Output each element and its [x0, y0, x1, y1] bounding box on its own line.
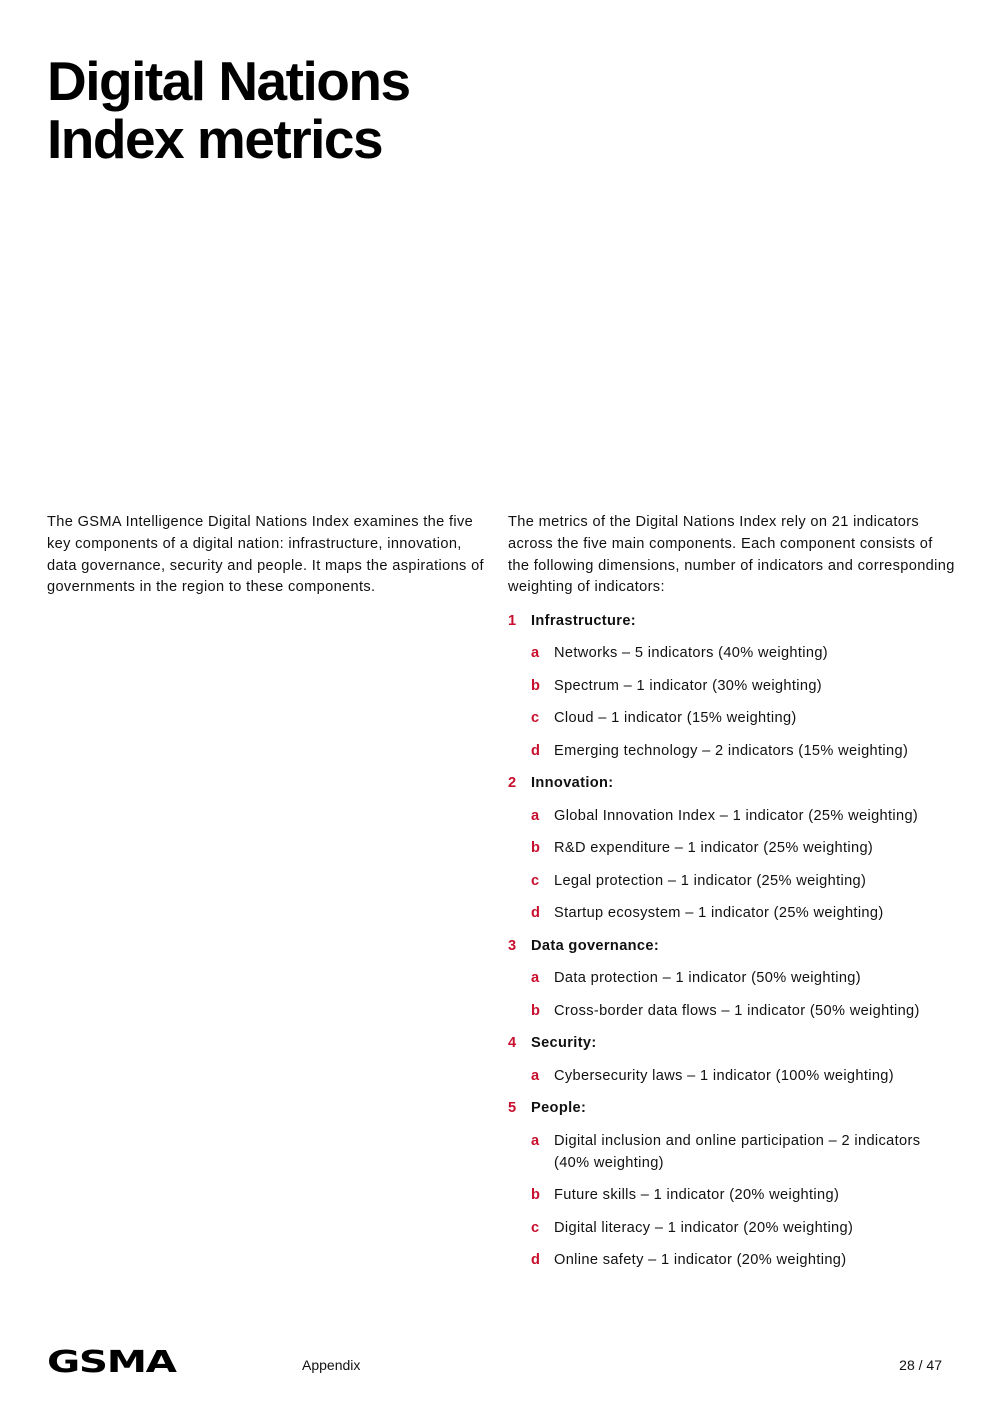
section-number: 3 [508, 937, 517, 954]
list-item [508, 642, 958, 664]
item-text: Cybersecurity laws – 1 indicator (100% weighting) [554, 1067, 894, 1084]
intro-paragraph: The GSMA Intelligence Digital Nations Index examines the five key components of a digital nation: infrastructure, innovation, data governance, security and people. It maps the aspirations of governments in the region to these components. [47, 514, 484, 596]
list-item [508, 740, 958, 762]
section-label: Data governance: [531, 937, 660, 954]
item-text: R&D expenditure – 1 indicator (25% weighting) [554, 840, 874, 857]
section-label: People: [531, 1100, 587, 1117]
title-line-1: Digital Nations [47, 50, 410, 112]
item-text: Spectrum – 1 indicator (30% weighting) [554, 677, 823, 694]
section-label: Infrastructure: [531, 612, 636, 629]
item-text: Data protection – 1 indicator (50% weighting) [554, 970, 861, 987]
metrics-intro: The metrics of the Digital Nations Index rely on 21 indicators across the five main components. Each component consists of the following dimensions, number of indicators and corresponding weighting of indicators: [508, 514, 955, 596]
item-text: Networks – 5 indicators (40% weighting) [554, 645, 829, 662]
list-item [508, 675, 958, 697]
item-letter: b [531, 840, 541, 857]
section-label: Security: [531, 1035, 597, 1052]
item-letter: a [531, 1132, 540, 1149]
list-item [508, 1130, 958, 1174]
page-number: 28 / 47 [899, 1357, 942, 1373]
item-letter: a [531, 645, 540, 662]
section-heading [508, 1097, 958, 1119]
section-label: Innovation: [531, 775, 614, 792]
section-number: 4 [508, 1035, 517, 1052]
item-letter: b [531, 677, 541, 694]
section-heading [508, 610, 958, 632]
list-item [508, 1249, 958, 1271]
list-item [508, 707, 958, 729]
item-letter: d [531, 1252, 541, 1269]
title-line-2: Index metrics [47, 108, 383, 170]
list-item [508, 967, 958, 989]
list-item [508, 870, 958, 892]
metrics-list [508, 610, 958, 1272]
footer-section: Appendix [302, 1357, 361, 1373]
item-text: Startup ecosystem – 1 indicator (25% weighting) [554, 905, 884, 922]
gsma-logo: GSMA [47, 1345, 176, 1380]
item-letter: a [531, 970, 540, 987]
list-item [508, 1184, 958, 1206]
item-letter: c [531, 1219, 540, 1236]
item-letter: d [531, 905, 541, 922]
section-heading [508, 1032, 958, 1054]
item-text: Future skills – 1 indicator (20% weighting) [554, 1187, 840, 1204]
list-item [508, 1217, 958, 1239]
section-number: 1 [508, 612, 517, 629]
item-text: Global Innovation Index – 1 indicator (25% weighting) [554, 807, 919, 824]
section-heading [508, 772, 958, 794]
item-text: Emerging technology – 2 indicators (15% weighting) [554, 742, 909, 759]
item-letter: b [531, 1187, 541, 1204]
section-number: 5 [508, 1100, 517, 1117]
section-number: 2 [508, 775, 517, 792]
metrics-column [508, 512, 958, 1271]
item-letter: a [531, 1067, 540, 1084]
list-item [508, 1065, 958, 1087]
list-item [508, 837, 958, 859]
item-text: Legal protection – 1 indicator (25% weighting) [554, 872, 867, 889]
item-text: Cross-border data flows – 1 indicator (50% weighting) [554, 1002, 920, 1019]
section-heading [508, 935, 958, 957]
item-text: Cloud – 1 indicator (15% weighting) [554, 710, 797, 727]
list-item [508, 805, 958, 827]
item-letter: c [531, 710, 540, 727]
item-letter: c [531, 872, 540, 889]
item-text: Digital inclusion and online participation – 2 indicators (40% weighting) [554, 1132, 921, 1171]
item-letter: d [531, 742, 541, 759]
page-title [47, 52, 410, 168]
item-letter: b [531, 1002, 541, 1019]
item-text: Digital literacy – 1 indicator (20% weighting) [554, 1219, 854, 1236]
item-text: Online safety – 1 indicator (20% weighting) [554, 1252, 847, 1269]
list-item [508, 902, 958, 924]
list-item [508, 1000, 958, 1022]
item-letter: a [531, 807, 540, 824]
